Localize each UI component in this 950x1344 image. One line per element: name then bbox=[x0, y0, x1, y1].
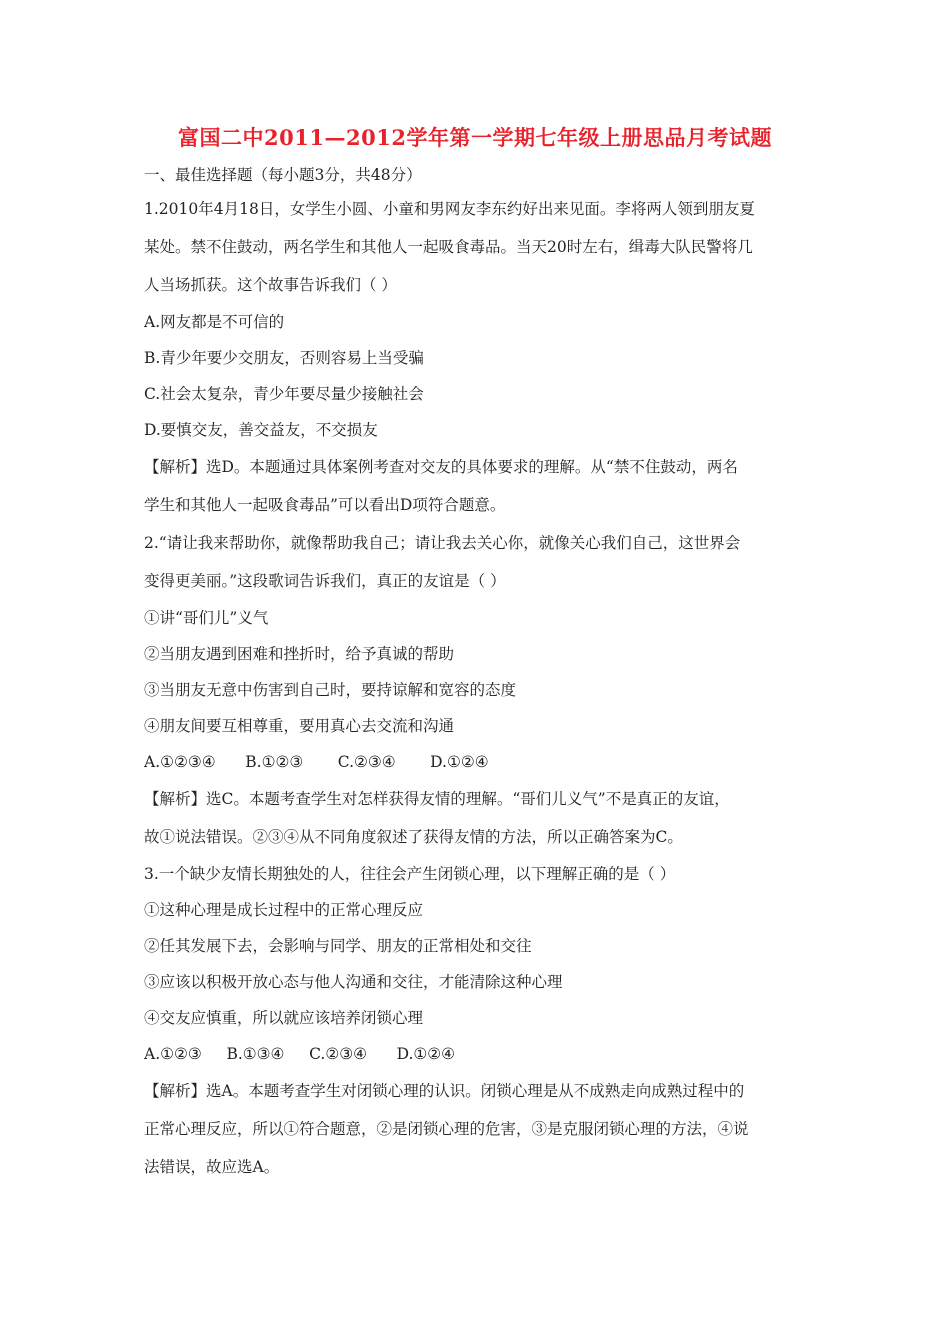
answer-choices: A.①②③ B.①③④ C.②③④ D.①②④ bbox=[144, 1045, 456, 1063]
analysis-line: 故①说法错误。②③④从不同角度叙述了获得友情的方法，所以正确答案为C。 bbox=[144, 828, 683, 846]
question-stem-line: 1.2010年4月18日，女学生小圆、小童和男网友李东约好出来见面。李将两人领到朋友夏 bbox=[144, 200, 755, 218]
question-stem-line: 2.“请让我来帮助你，就像帮助我自己；请让我去关心你，就像关心我们自己，这世界会 bbox=[144, 534, 741, 552]
statement-item: ③应该以积极开放心态与他人沟通和交往，才能清除这种心理 bbox=[144, 973, 563, 991]
analysis-line: 【解析】选A。本题考查学生对闭锁心理的认识。闭锁心理是从不成熟走向成熟过程中的 bbox=[144, 1082, 745, 1100]
exam-title: 富国二中2011—2012学年第一学期七年级上册思品月考试题 bbox=[178, 125, 772, 150]
question-2 bbox=[144, 524, 809, 856]
statement-item: ②当朋友遇到困难和挫折时，给予真诚的帮助 bbox=[144, 645, 455, 663]
statement-item: ②任其发展下去，会影响与同学、朋友的正常相处和交往 bbox=[144, 937, 532, 955]
question-stem-line: 某处。禁不住鼓动，两名学生和其他人一起吸食毒品。当天20时左右，缉毒大队民警将几 bbox=[144, 238, 753, 256]
statement-item: ①讲“哥们儿”义气 bbox=[144, 609, 269, 627]
exam-content bbox=[144, 160, 809, 1186]
option-a: A.网友都是不可信的 bbox=[144, 313, 285, 331]
analysis-line: 学生和其他人一起吸食毒品”可以看出D项符合题意。 bbox=[144, 496, 506, 514]
question-stem-line: 人当场抓获。这个故事告诉我们（ ） bbox=[144, 276, 397, 294]
option-c: C.社会太复杂，青少年要尽量少接触社会 bbox=[144, 385, 424, 403]
question-stem-line: 变得更美丽。”这段歌词告诉我们，真正的友谊是（ ） bbox=[144, 572, 506, 590]
statement-item: ④交友应慎重，所以就应该培养闭锁心理 bbox=[144, 1009, 424, 1027]
statement-item: ①这种心理是成长过程中的正常心理反应 bbox=[144, 901, 424, 919]
section-heading: 一、最佳选择题（每小题3分，共48分） bbox=[144, 166, 422, 184]
option-d: D.要慎交友，善交益友，不交损友 bbox=[144, 421, 378, 439]
statement-item: ④朋友间要互相尊重，要用真心去交流和沟通 bbox=[144, 717, 455, 735]
analysis-line: 正常心理反应，所以①符合题意，②是闭锁心理的危害，③是克服闭锁心理的方法，④说 bbox=[144, 1120, 749, 1138]
question-3 bbox=[144, 856, 809, 1186]
analysis-line: 【解析】选D。本题通过具体案例考查对交友的具体要求的理解。从“禁不住鼓动，两名 bbox=[144, 458, 738, 476]
analysis-line: 【解析】选C。本题考查学生对怎样获得友情的理解。“哥们儿义气”不是真正的友谊， bbox=[144, 790, 730, 808]
statement-item: ③当朋友无意中伤害到自己时，要持谅解和宽容的态度 bbox=[144, 681, 517, 699]
option-b: B.青少年要少交朋友，否则容易上当受骗 bbox=[144, 349, 424, 367]
question-1 bbox=[144, 190, 809, 524]
question-stem-line: 3.一个缺少友情长期独处的人，往往会产生闭锁心理，以下理解正确的是（ ） bbox=[144, 865, 676, 883]
analysis-line: 法错误，故应选A。 bbox=[144, 1158, 280, 1176]
answer-choices: A.①②③④ B.①②③ C.②③④ D.①②④ bbox=[144, 753, 489, 771]
